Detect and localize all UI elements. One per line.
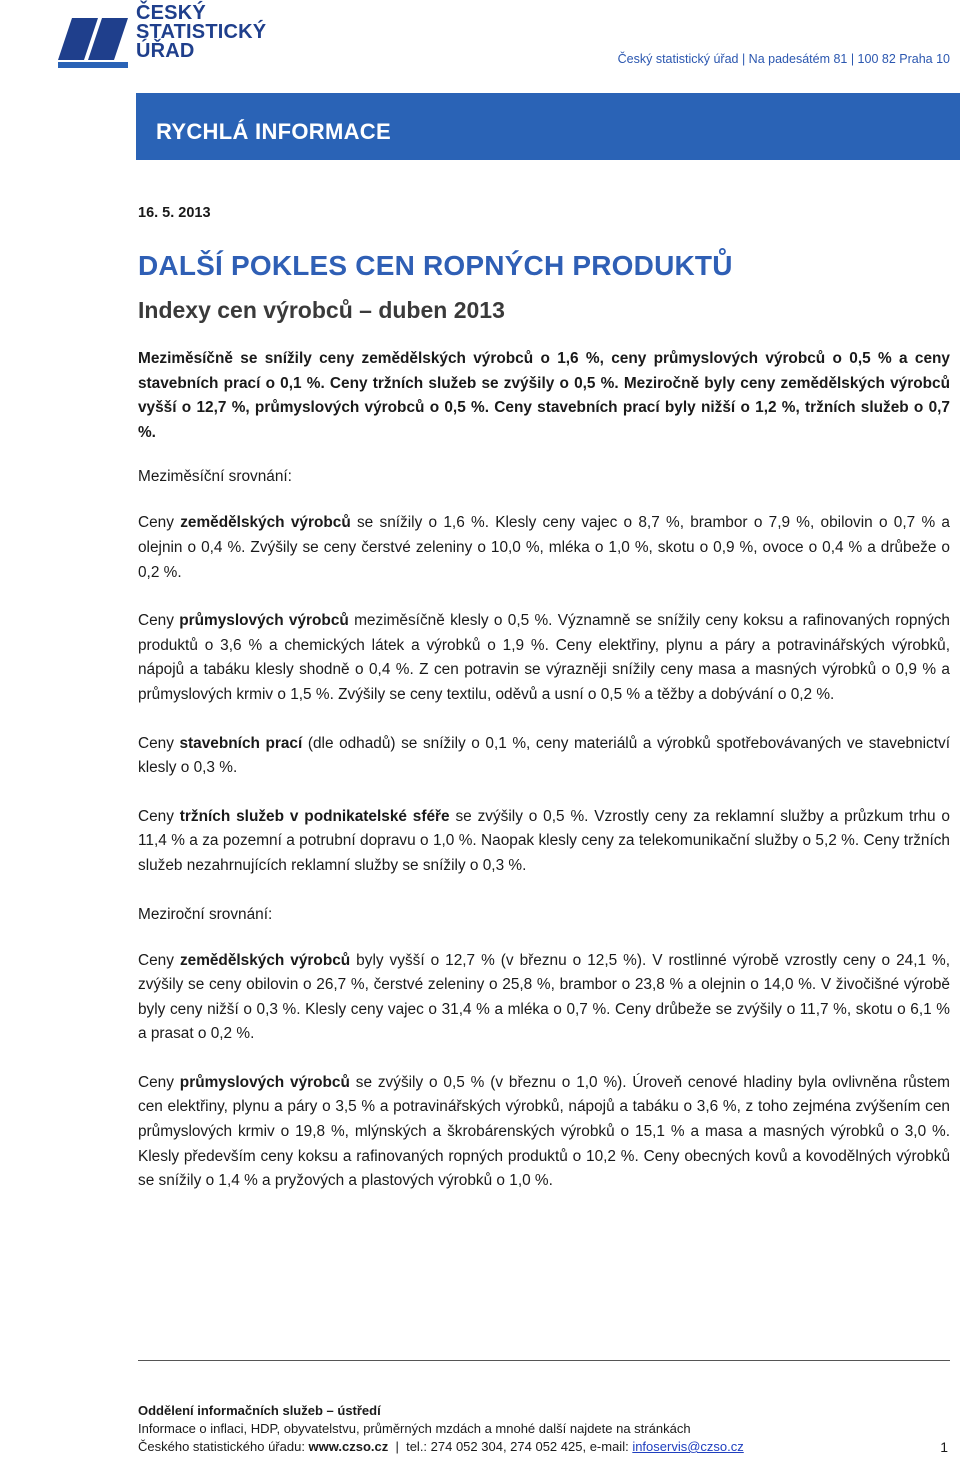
emphasis: zemědělských výrobců xyxy=(180,514,351,532)
annual-section-label: Meziroční srovnání: xyxy=(138,905,273,923)
footer-department: Oddělení informačních služeb – ústředí xyxy=(138,1403,381,1418)
monthly-services-paragraph xyxy=(138,805,950,879)
footer-contact-line xyxy=(138,1438,950,1456)
monthly-construction-paragraph xyxy=(138,732,950,781)
monthly-industry-paragraph xyxy=(138,609,950,707)
csu-logo-mark-icon xyxy=(58,4,130,70)
annual-agriculture-paragraph xyxy=(138,949,950,1047)
website-link[interactable]: www.czso.cz xyxy=(308,1439,389,1454)
text-span: Ceny xyxy=(138,514,181,532)
monthly-section-label: Meziměsíční srovnání: xyxy=(138,468,292,486)
header-address: Český statistický úřad | Na padesátém 81 | 100 82 Praha 10 xyxy=(617,52,950,66)
text-span: Českého statistického úřadu: xyxy=(138,1439,309,1454)
logo-line-3: ÚŘAD xyxy=(136,40,195,62)
logo-line-1: ČESKÝ xyxy=(136,2,206,24)
banner-title: RYCHLÁ INFORMACE xyxy=(156,119,391,144)
text-span: meziměsíčně klesly o 0,5 %. Významně se snížily ceny koksu a rafinovaných ropných produktů o 3,6 % a chemických látek a výrobků o 1,9 %. Ceny elektřiny, plynu a páry a potravinářských výrobků, nápojů a tabáku klesly shodně o 0,4 %. Z cen potravin se výrazněji snížily ceny masa a masných výrobků o 0,9 % a průmyslových krmiv o 1,5 %. Zvýšily se ceny textilu, oděvů a usní o 0,5 % a těžby a dobývání o 0,2 %. xyxy=(138,612,950,703)
text-span: se snížily o 1,6 %. Klesly ceny vajec o 8,7 %, brambor o 7,9 %, obilovin o 0,7 % a olejnin o 0,4 %. Zvýšily se ceny čerstvé zeleniny o 10,0 %, mléka o 1,0 %, skotu o 0,9 %, ovoce o 0,4 % a drůbeže o 0,2 %. xyxy=(138,514,950,581)
footer-divider xyxy=(138,1360,950,1361)
emphasis: stavebních prací xyxy=(179,734,303,752)
text-span: byly vyšší o 12,7 % (v březnu o 12,5 %). V rostlinné výrobě vzrostly ceny o 24,1 %, zvýšily se ceny obilovin o 26,7 %, čerstvé zeleniny o 25,8 %, brambor o 23,8 % a olejnin o 14,0 %. V živočišné výrobě byly ceny nižší o 0,3 %. Klesly ceny vajec o 31,4 % a mléka o 0,7 %. Ceny drůbeže se zvýšily o 11,7 %, skotu o 6,1 % a prasat o 0,2 %. xyxy=(138,951,950,1043)
document-body xyxy=(138,205,950,1194)
text-span: Ceny xyxy=(138,807,180,825)
footer-info-line: Informace o inflaci, HDP, obyvatelstvu, průměrných mzdách a mnohé další najdete na stránkách xyxy=(138,1421,691,1436)
footer xyxy=(138,1402,950,1456)
page-subtitle: Indexy cen výrobců – duben 2013 xyxy=(138,297,505,323)
text-span: se zvýšily o 0,5 % (v březnu o 1,0 %). Úroveň cenové hladiny byla ovlivněna růstem cen elektřiny, plynu a páry o 3,5 % a potravinářských výrobků, nápojů a tabáku o 3,6 %, z toho zejména zvýšením cen průmyslových krmiv o 19,8 %, mlýnských a škrobárenských výrobků o 15,1 % a masa a masných výrobků o 3,0 %. Klesly především ceny koksu a rafinovaných ropných produktů o 10,2 %. Ceny obecných kovů a kovodělných výrobků se snížily o 1,4 % a pryžových a plastových výrobků o 1,0 %. xyxy=(138,1073,950,1190)
text-span: Ceny xyxy=(138,734,180,752)
annual-industry-paragraph xyxy=(138,1071,950,1194)
emphasis: průmyslových výrobců xyxy=(179,612,349,630)
text-span: Ceny xyxy=(138,612,180,630)
emphasis: průmyslových výrobců xyxy=(179,1073,350,1091)
logo-line-2: STATISTICKÝ xyxy=(136,21,267,43)
emphasis: tržních služeb v podnikatelské sféře xyxy=(179,807,450,825)
text-span: (dle odhadů) se snížily o 0,1 %, ceny materiálů a výrobků spotřebovávaných ve stavebnictví klesly o 0,3 %. xyxy=(138,734,950,777)
text-span: Ceny xyxy=(138,951,180,969)
email-link[interactable]: infoservis@czso.cz xyxy=(632,1439,744,1454)
release-date: 16. 5. 2013 xyxy=(138,205,211,221)
logo-wordmark xyxy=(136,4,276,61)
text-span: | tel.: 274 052 304, 274 052 425, e-mail: xyxy=(388,1439,633,1454)
emphasis: zemědělských výrobců xyxy=(179,951,351,969)
text-span: se zvýšily o 0,5 %. Vzrostly ceny za reklamní služby a průzkum trhu o 11,4 % a za pozemní a potrubní dopravu o 1,0 %. Naopak klesly ceny za telekomunikační služby o 5,2 %. Ceny tržních služeb nezahrnujících reklamní služby se snížily o 0,3 %. xyxy=(138,807,950,874)
monthly-agriculture-paragraph xyxy=(138,511,950,585)
page-number: 1 xyxy=(940,1439,948,1455)
text-span: Ceny xyxy=(138,1073,180,1091)
banner xyxy=(136,93,960,160)
lead-summary: Meziměsíčně se snížily ceny zemědělských výrobců o 1,6 %, ceny průmyslových výrobců o 0,5 % a ceny stavebních prací o 0,1 %. Ceny tržních služeb se zvýšily o 0,5 %. Meziročně byly ceny zemědělských výrobců vyšší o 12,7 %, průmyslových výrobců o 0,5 %. Ceny stavebních prací byly nižší o 1,2 %, tržních služeb o 0,7 %. xyxy=(138,350,950,441)
page-title: DALŠÍ POKLES CEN ROPNÝCH PRODUKTŮ xyxy=(138,250,733,281)
csu-logo xyxy=(58,4,268,70)
